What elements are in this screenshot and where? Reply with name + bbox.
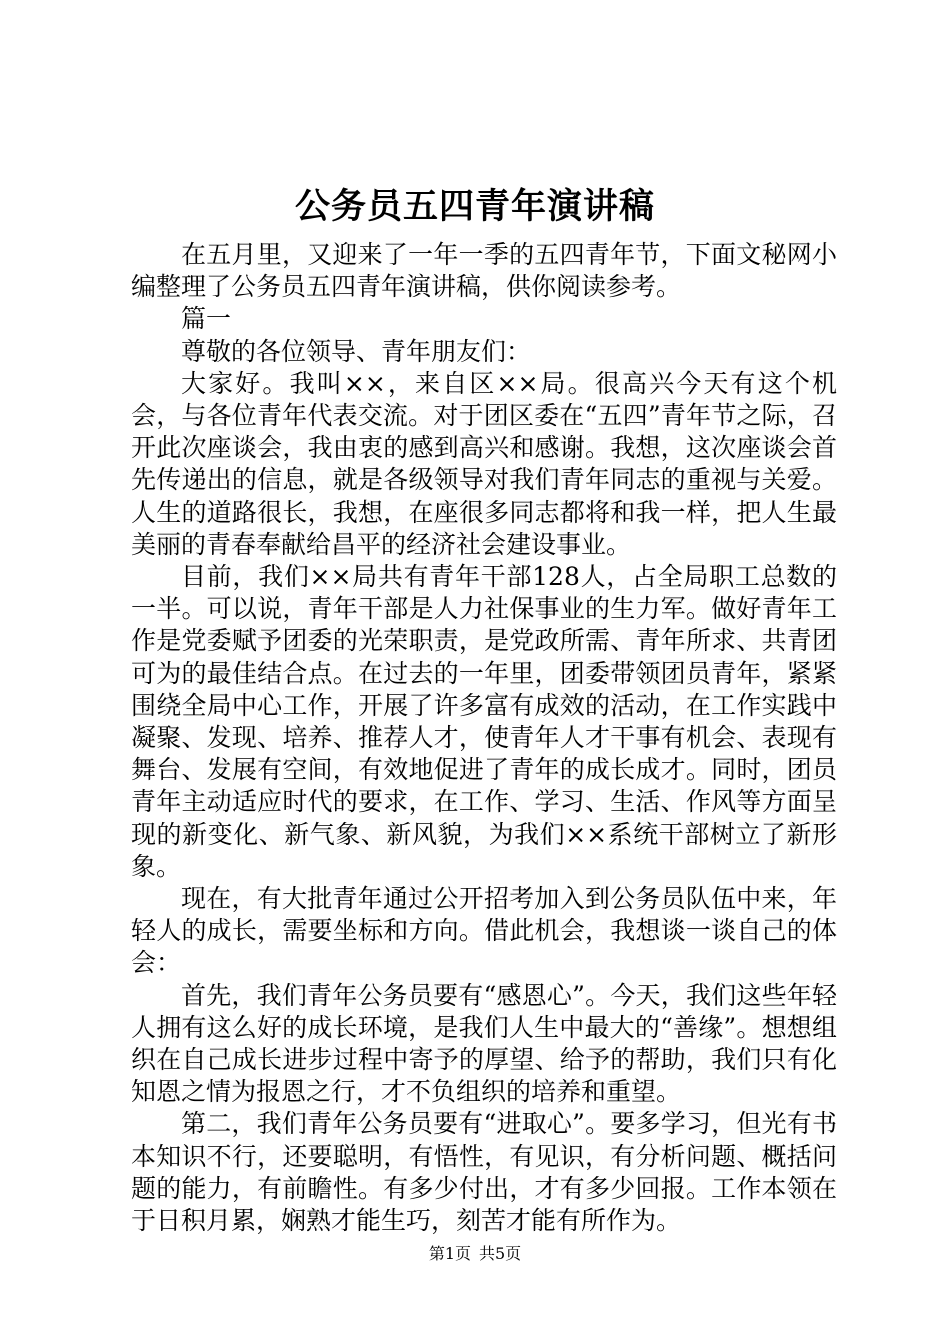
paragraph-point-gratitude: 首先，我们青年公务员要有“感恩心”。今天，我们这些年轻人拥有这么好的成长环境，是我们人生中最大的“善缘”。想想组织在自己成长进步过程中寄予的厚望、给予的帮助，我们只有化知恩之情为报恩之行，才不负组织的培养和重望。 [131, 980, 837, 1107]
document-title: 公务员五四青年演讲稿 [294, 187, 655, 227]
paragraph-point-ambition: 第二，我们青年公务员要有“进取心”。要多学习，但光有书本知识不行，还要聪明，有悟性，有见识，有分析问题、概括问题的能力，有前瞻性。有多少付出，才有多少回报。工作本领在于日积月累，娴熟才能生巧，刻苦才能有所作为。 [131, 1109, 837, 1236]
page-footer [0, 1242, 950, 1266]
page-total: 共5页 [479, 1244, 522, 1263]
paragraph-transition: 现在，有大批青年通过公开招考加入到公务员队伍中来，年轻人的成长，需要坐标和方向。借此机会，我想谈一谈自己的体会： [131, 884, 837, 978]
paragraph-section-heading: 篇一 [181, 304, 232, 334]
document-body [131, 239, 837, 1237]
page-number: 第1页 [428, 1244, 471, 1263]
paragraph-current-status: 目前，我们××局共有青年干部128人，占全局职工总数的一半。可以说，青年干部是人力社保事业的生力军。做好青年工作是党委赋予团委的光荣职责，是党政所需、青年所求、共青团可为的最佳结合点。在过去的一年里，团委带领团员青年，紧紧围绕全局中心工作，开展了许多富有成效的活动，在工作实践中凝聚、发现、培养、推荐人才，使青年人才干事有机会、表现有舞台、发展有空间，有效地促进了青年的成长成才。同时，团员青年主动适应时代的要求，在工作、学习、生活、作风等方面呈现的新变化、新气象、新风貌，为我们××系统干部树立了新形象。 [131, 562, 837, 881]
paragraph-intro: 在五月里，又迎来了一年一季的五四青年节，下面文秘网小编整理了公务员五四青年演讲稿，供你阅读参考。 [131, 240, 837, 302]
paragraph-salutation: 尊敬的各位领导、青年朋友们： [181, 336, 532, 366]
paragraph-greeting: 大家好。我叫××，来自区××局。很高兴今天有这个机会，与各位青年代表交流。对于团区委在“五四”青年节之际，召开此次座谈会，我由衷的感到高兴和感谢。我想，这次座谈会首先传递出的信息，就是各级领导对我们青年同志的重视与关爱。人生的道路很长，我想，在座很多同志都将和我一样，把人生最美丽的青春奉献给昌平的经济社会建设事业。 [131, 368, 837, 559]
